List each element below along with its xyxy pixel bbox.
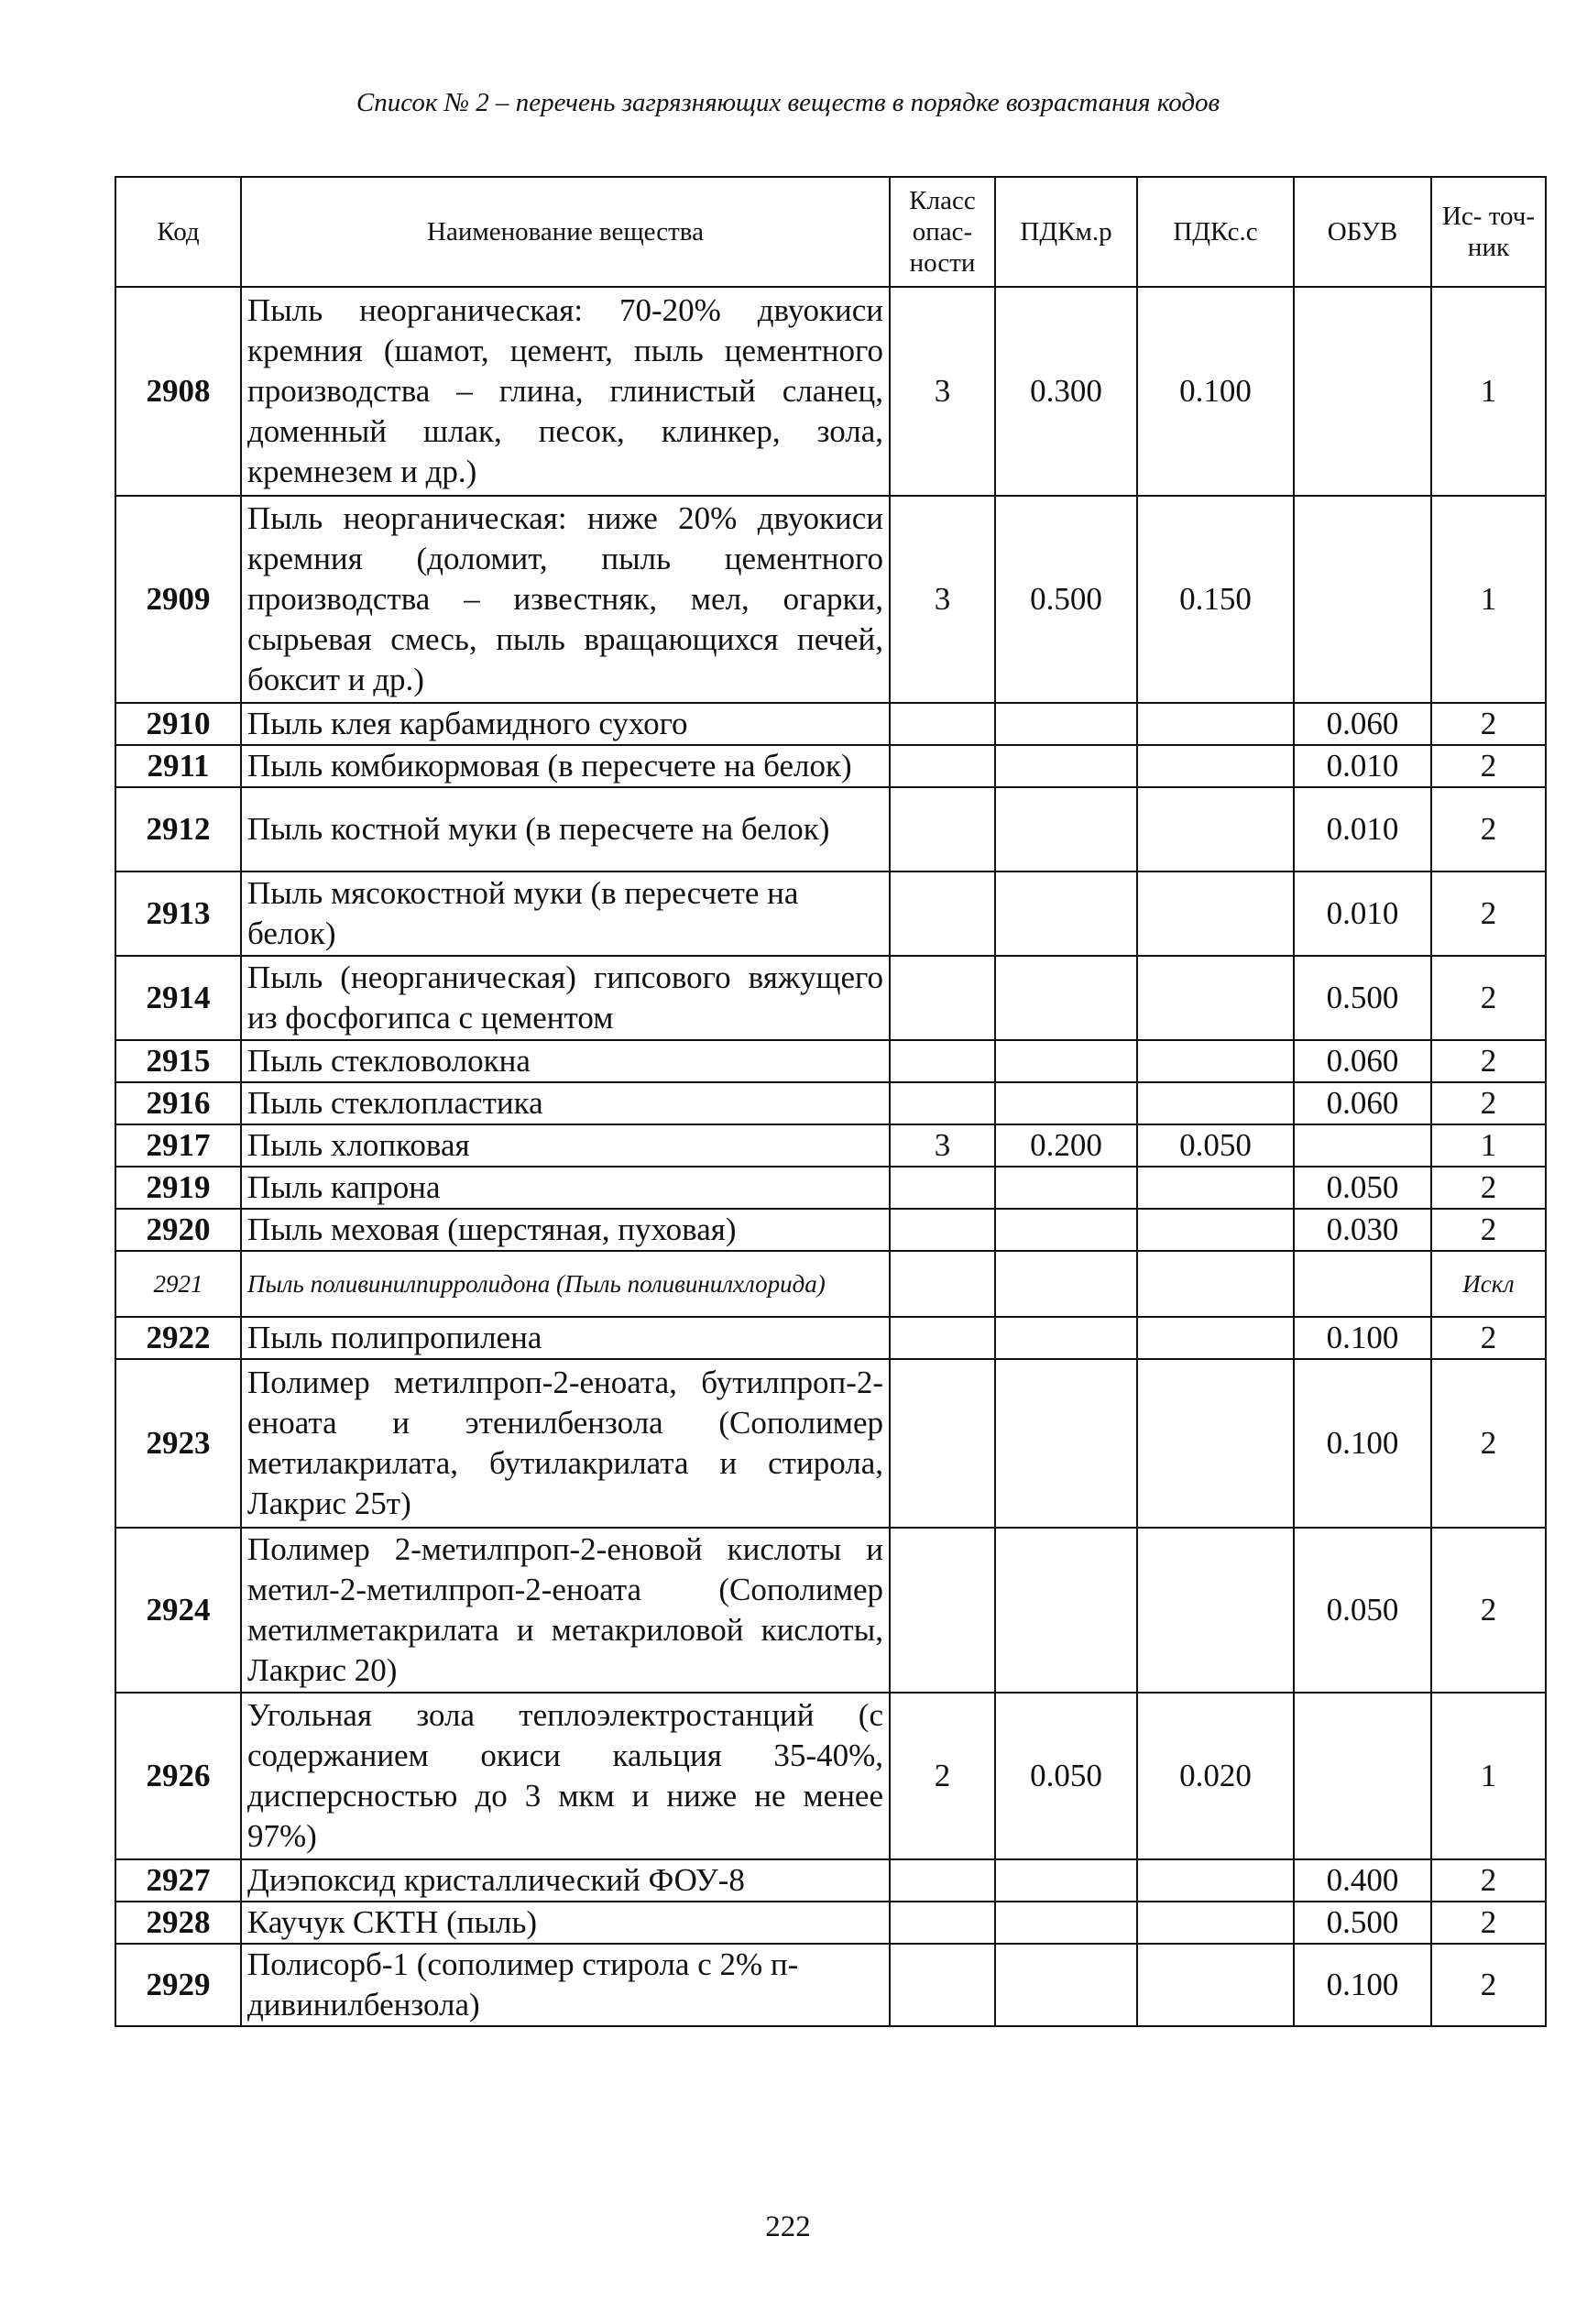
table-row — [115, 287, 1546, 496]
cell-hazard-class: 3 — [890, 287, 995, 496]
cell-pdk-ss — [1137, 1167, 1294, 1209]
cell-obuv: 0.100 — [1294, 1317, 1431, 1359]
cell-pdk-mr — [995, 1251, 1137, 1317]
cell-name: Пыль стекловолокна — [241, 1040, 890, 1082]
cell-obuv: 0.100 — [1294, 1359, 1431, 1528]
cell-code: 2911 — [115, 745, 241, 787]
cell-obuv: 0.100 — [1294, 1944, 1431, 2026]
cell-code: 2916 — [115, 1082, 241, 1124]
cell-pdk-mr — [995, 745, 1137, 787]
cell-pdk-ss — [1137, 1209, 1294, 1251]
cell-hazard-class — [890, 872, 995, 956]
cell-code: 2913 — [115, 872, 241, 956]
cell-code: 2917 — [115, 1124, 241, 1167]
cell-obuv: 0.060 — [1294, 1082, 1431, 1124]
cell-code: 2926 — [115, 1693, 241, 1859]
cell-hazard-class — [890, 1251, 995, 1317]
cell-name: Полимер метилпроп-2-еноата, бутилпроп-2-еноата и этенилбензола (Сополимер метилакрилата, бутилакрилата и стирола, Лакрис 25т) — [241, 1359, 890, 1528]
cell-source: 2 — [1431, 703, 1546, 745]
cell-pdk-mr — [995, 1167, 1137, 1209]
cell-code: 2929 — [115, 1944, 241, 2026]
cell-obuv — [1294, 287, 1431, 496]
cell-pdk-ss — [1137, 745, 1294, 787]
cell-pdk-ss — [1137, 1082, 1294, 1124]
cell-pdk-mr: 0.050 — [995, 1693, 1137, 1859]
cell-hazard-class — [890, 1040, 995, 1082]
cell-pdk-mr — [995, 1359, 1137, 1528]
cell-code: 2910 — [115, 703, 241, 745]
cell-source: 2 — [1431, 1528, 1546, 1693]
table-row — [115, 1944, 1546, 2026]
cell-hazard-class: 2 — [890, 1693, 995, 1859]
table-row — [115, 1209, 1546, 1251]
table-row — [115, 1528, 1546, 1693]
cell-source: 1 — [1431, 1693, 1546, 1859]
cell-hazard-class — [890, 1859, 995, 1902]
header-source: Ис- точ- ник — [1431, 177, 1546, 287]
cell-hazard-class — [890, 1902, 995, 1944]
cell-code: 2915 — [115, 1040, 241, 1082]
cell-code: 2920 — [115, 1209, 241, 1251]
table-row — [115, 496, 1546, 703]
table-row — [115, 1040, 1546, 1082]
cell-code: 2921 — [115, 1251, 241, 1317]
cell-pdk-ss — [1137, 1902, 1294, 1944]
cell-pdk-ss — [1137, 1040, 1294, 1082]
cell-name: Пыль стеклопластика — [241, 1082, 890, 1124]
table-row — [115, 1902, 1546, 1944]
cell-obuv — [1294, 1251, 1431, 1317]
cell-code: 2914 — [115, 956, 241, 1040]
cell-pdk-mr — [995, 1944, 1137, 2026]
header-pdk-mr: ПДКм.р — [995, 177, 1137, 287]
cell-pdk-ss — [1137, 1944, 1294, 2026]
table-row — [115, 1251, 1546, 1317]
cell-obuv: 0.010 — [1294, 872, 1431, 956]
header-pdk-ss: ПДКс.с — [1137, 177, 1294, 287]
cell-hazard-class — [890, 1317, 995, 1359]
cell-obuv: 0.500 — [1294, 956, 1431, 1040]
cell-pdk-ss: 0.100 — [1137, 287, 1294, 496]
cell-obuv — [1294, 1693, 1431, 1859]
cell-hazard-class — [890, 787, 995, 872]
substances-table — [115, 176, 1547, 2027]
table-row — [115, 1359, 1546, 1528]
cell-source: 2 — [1431, 787, 1546, 872]
cell-name: Пыль неорганическая: 70-20% двуокиси кремния (шамот, цемент, пыль цементного производства – глина, глинистый сланец, доменный шлак, песок, клинкер, зола, кремнезем и др.) — [241, 287, 890, 496]
cell-name: Пыль меховая (шерстяная, пуховая) — [241, 1209, 890, 1251]
header-name: Наименование вещества — [241, 177, 890, 287]
cell-obuv — [1294, 496, 1431, 703]
cell-source: 2 — [1431, 1859, 1546, 1902]
cell-pdk-mr: 0.300 — [995, 287, 1137, 496]
header-obuv: ОБУВ — [1294, 177, 1431, 287]
cell-pdk-mr — [995, 1040, 1137, 1082]
cell-name: Полисорб-1 (сополимер стирола с 2% п-дивинилбензола) — [241, 1944, 890, 2026]
table-body — [115, 287, 1546, 2026]
cell-pdk-mr — [995, 956, 1137, 1040]
table-row — [115, 787, 1546, 872]
table-row — [115, 1124, 1546, 1167]
cell-pdk-ss — [1137, 1359, 1294, 1528]
cell-hazard-class — [890, 1167, 995, 1209]
cell-code: 2908 — [115, 287, 241, 496]
cell-source: 2 — [1431, 745, 1546, 787]
cell-source: 2 — [1431, 956, 1546, 1040]
cell-source: 2 — [1431, 1082, 1546, 1124]
cell-hazard-class: 3 — [890, 1124, 995, 1167]
page-number: 222 — [765, 2210, 811, 2243]
cell-name: Пыль клея карбамидного сухого — [241, 703, 890, 745]
cell-pdk-ss — [1137, 1859, 1294, 1902]
table-row — [115, 703, 1546, 745]
cell-hazard-class — [890, 745, 995, 787]
cell-obuv: 0.050 — [1294, 1167, 1431, 1209]
cell-name: Пыль мясокостной муки (в пересчете на белок) — [241, 872, 890, 956]
cell-obuv: 0.010 — [1294, 745, 1431, 787]
cell-obuv: 0.060 — [1294, 703, 1431, 745]
table-row — [115, 1082, 1546, 1124]
cell-name: Пыль (неорганическая) гипсового вяжущего из фосфогипса с цементом — [241, 956, 890, 1040]
cell-name: Каучук СКТН (пыль) — [241, 1902, 890, 1944]
cell-hazard-class — [890, 956, 995, 1040]
cell-pdk-mr — [995, 1528, 1137, 1693]
cell-name: Угольная зола теплоэлектростанций (с содержанием окиси кальция 35-40%, дисперсностью до 3 мкм и ниже не менее 97%) — [241, 1693, 890, 1859]
cell-name: Пыль полипропилена — [241, 1317, 890, 1359]
cell-name: Пыль хлопковая — [241, 1124, 890, 1167]
table-row — [115, 956, 1546, 1040]
cell-code: 2923 — [115, 1359, 241, 1528]
cell-name: Пыль капрона — [241, 1167, 890, 1209]
cell-obuv: 0.050 — [1294, 1528, 1431, 1693]
cell-code: 2927 — [115, 1859, 241, 1902]
cell-source: 2 — [1431, 1359, 1546, 1528]
cell-hazard-class — [890, 1944, 995, 2026]
cell-pdk-mr — [995, 787, 1137, 872]
cell-name: Диэпоксид кристаллический ФОУ-8 — [241, 1859, 890, 1902]
cell-pdk-mr: 0.500 — [995, 496, 1137, 703]
cell-source: 2 — [1431, 1040, 1546, 1082]
cell-source: 2 — [1431, 1902, 1546, 1944]
table-row — [115, 872, 1546, 956]
cell-pdk-mr: 0.200 — [995, 1124, 1137, 1167]
cell-pdk-ss — [1137, 703, 1294, 745]
cell-source: 1 — [1431, 1124, 1546, 1167]
cell-code: 2928 — [115, 1902, 241, 1944]
cell-hazard-class — [890, 1528, 995, 1693]
cell-pdk-mr — [995, 872, 1137, 956]
header-code: Код — [115, 177, 241, 287]
cell-name: Пыль комбикормовая (в пересчете на белок) — [241, 745, 890, 787]
cell-pdk-mr — [995, 1902, 1137, 1944]
cell-pdk-ss — [1137, 1251, 1294, 1317]
cell-hazard-class — [890, 1359, 995, 1528]
table-row — [115, 745, 1546, 787]
cell-pdk-mr — [995, 703, 1137, 745]
cell-hazard-class — [890, 1082, 995, 1124]
cell-pdk-mr — [995, 1317, 1137, 1359]
cell-obuv: 0.500 — [1294, 1902, 1431, 1944]
cell-obuv — [1294, 1124, 1431, 1167]
cell-pdk-ss: 0.020 — [1137, 1693, 1294, 1859]
cell-code: 2919 — [115, 1167, 241, 1209]
cell-source: 2 — [1431, 1317, 1546, 1359]
cell-name: Пыль неорганическая: ниже 20% двуокиси кремния (доломит, пыль цементного производства – известняк, мел, огарки, сырьевая смесь, пыль вращающихся печей, боксит и др.) — [241, 496, 890, 703]
cell-source: 1 — [1431, 496, 1546, 703]
cell-pdk-ss — [1137, 1528, 1294, 1693]
cell-source: 1 — [1431, 287, 1546, 496]
cell-obuv: 0.060 — [1294, 1040, 1431, 1082]
cell-code: 2909 — [115, 496, 241, 703]
cell-pdk-ss: 0.150 — [1137, 496, 1294, 703]
cell-hazard-class — [890, 1209, 995, 1251]
cell-pdk-mr — [995, 1209, 1137, 1251]
cell-code: 2912 — [115, 787, 241, 872]
table-row — [115, 1167, 1546, 1209]
cell-hazard-class — [890, 703, 995, 745]
cell-obuv: 0.400 — [1294, 1859, 1431, 1902]
cell-obuv: 0.010 — [1294, 787, 1431, 872]
cell-pdk-mr — [995, 1859, 1137, 1902]
cell-source: Искл — [1431, 1251, 1546, 1317]
cell-obuv: 0.030 — [1294, 1209, 1431, 1251]
cell-source: 2 — [1431, 1209, 1546, 1251]
cell-pdk-ss — [1137, 872, 1294, 956]
cell-pdk-ss: 0.050 — [1137, 1124, 1294, 1167]
table-row — [115, 1693, 1546, 1859]
cell-pdk-ss — [1137, 787, 1294, 872]
table-row — [115, 1859, 1546, 1902]
cell-code: 2924 — [115, 1528, 241, 1693]
cell-source: 2 — [1431, 1944, 1546, 2026]
cell-pdk-ss — [1137, 1317, 1294, 1359]
cell-name: Пыль поливинилпирролидона (Пыль поливинилхлорида) — [241, 1251, 890, 1317]
table-row — [115, 1317, 1546, 1359]
header-hazard-class: Класс опас- ности — [890, 177, 995, 287]
cell-name: Пыль костной муки (в пересчете на белок) — [241, 787, 890, 872]
cell-name: Полимер 2-метилпроп-2-еновой кислоты и метил-2-метилпроп-2-еноата (Сополимер метилметакрилата и метакриловой кислоты, Лакрис 20) — [241, 1528, 890, 1693]
cell-source: 2 — [1431, 1167, 1546, 1209]
cell-pdk-ss — [1137, 956, 1294, 1040]
cell-hazard-class: 3 — [890, 496, 995, 703]
cell-pdk-mr — [995, 1082, 1137, 1124]
page-title: Список № 2 – перечень загрязняющих веществ в порядке возрастания кодов — [356, 88, 1220, 117]
cell-source: 2 — [1431, 872, 1546, 956]
cell-code: 2922 — [115, 1317, 241, 1359]
table-header-row — [115, 177, 1546, 287]
